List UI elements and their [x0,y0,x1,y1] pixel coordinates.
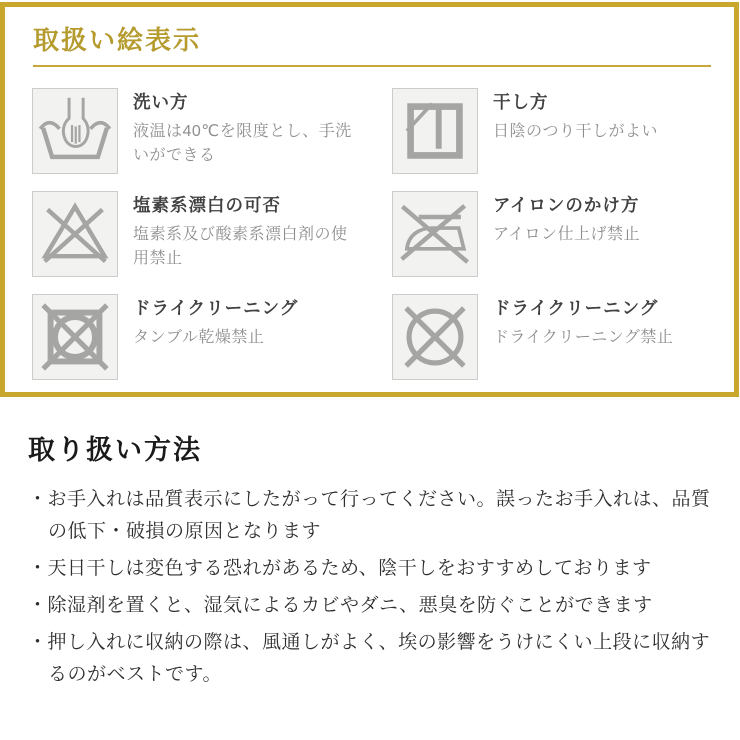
no-bleach-icon [32,191,118,277]
handling-bullet [28,553,720,585]
bullet-marker: ・ [28,632,48,653]
bullet-marker: ・ [28,595,48,616]
care-item-title: ドライクリーニング [133,298,299,319]
care-item-desc: ドライクリーニング禁止 [493,328,674,346]
bullet-marker: ・ [28,558,48,579]
care-symbols-title: 取扱い絵表示 [33,25,202,55]
handling-title: 取り扱い方法 [28,435,202,465]
handling-bullet-text: 天日干しは変色する恐れがあるため、陰干しをおすすめしております [47,558,652,579]
title-underline [33,65,711,67]
care-symbols-grid [32,88,708,380]
care-item-dry [392,88,722,174]
care-item-desc: 塩素系及び酸素系漂白剤の使用禁止 [133,225,348,267]
handling-bullet [28,627,720,691]
no-iron-icon [392,191,478,277]
bullet-marker: ・ [28,489,48,510]
care-item-tumble [32,294,362,380]
care-item-title: ドライクリーニング [493,298,659,319]
care-item-bleach [32,191,362,277]
handling-bullet [28,590,720,622]
handling-bullet [28,484,720,548]
shade-dry-icon [392,88,478,174]
handling-bullet-text: 除湿剤を置くと、湿気によるカビやダニ、悪臭を防ぐことができます [47,595,653,616]
no-tumble-dry-icon [32,294,118,380]
no-dry-clean-icon [392,294,478,380]
care-item-desc: 日陰のつり干しがよい [493,122,659,140]
hand-wash-icon [32,88,118,174]
care-item-desc: 液温は40℃を限度とし、手洗いができる [133,122,352,164]
handling-bullet-text: お手入れは品質表示にしたがって行ってください。誤ったお手入れは、品質の低下・破損の原因となります [47,489,711,542]
care-item-title: 干し方 [493,92,549,113]
care-item-dryclean [392,294,722,380]
care-item-iron [392,191,722,277]
care-item-title: 塩素系漂白の可否 [133,195,281,216]
care-item-desc: タンブル乾燥禁止 [133,328,265,346]
handling-list [28,484,720,691]
care-item-wash [32,88,362,174]
care-item-title: 洗い方 [133,92,189,113]
care-symbols-panel [0,2,739,397]
handling-bullet-text: 押し入れに収納の際は、風通しがよく、埃の影響をうけにくい上段に収納するのがベストです。 [47,632,711,685]
handling-section [28,428,720,696]
care-item-desc: アイロン仕上げ禁止 [493,225,641,243]
care-item-title: アイロンのかけ方 [493,195,640,216]
